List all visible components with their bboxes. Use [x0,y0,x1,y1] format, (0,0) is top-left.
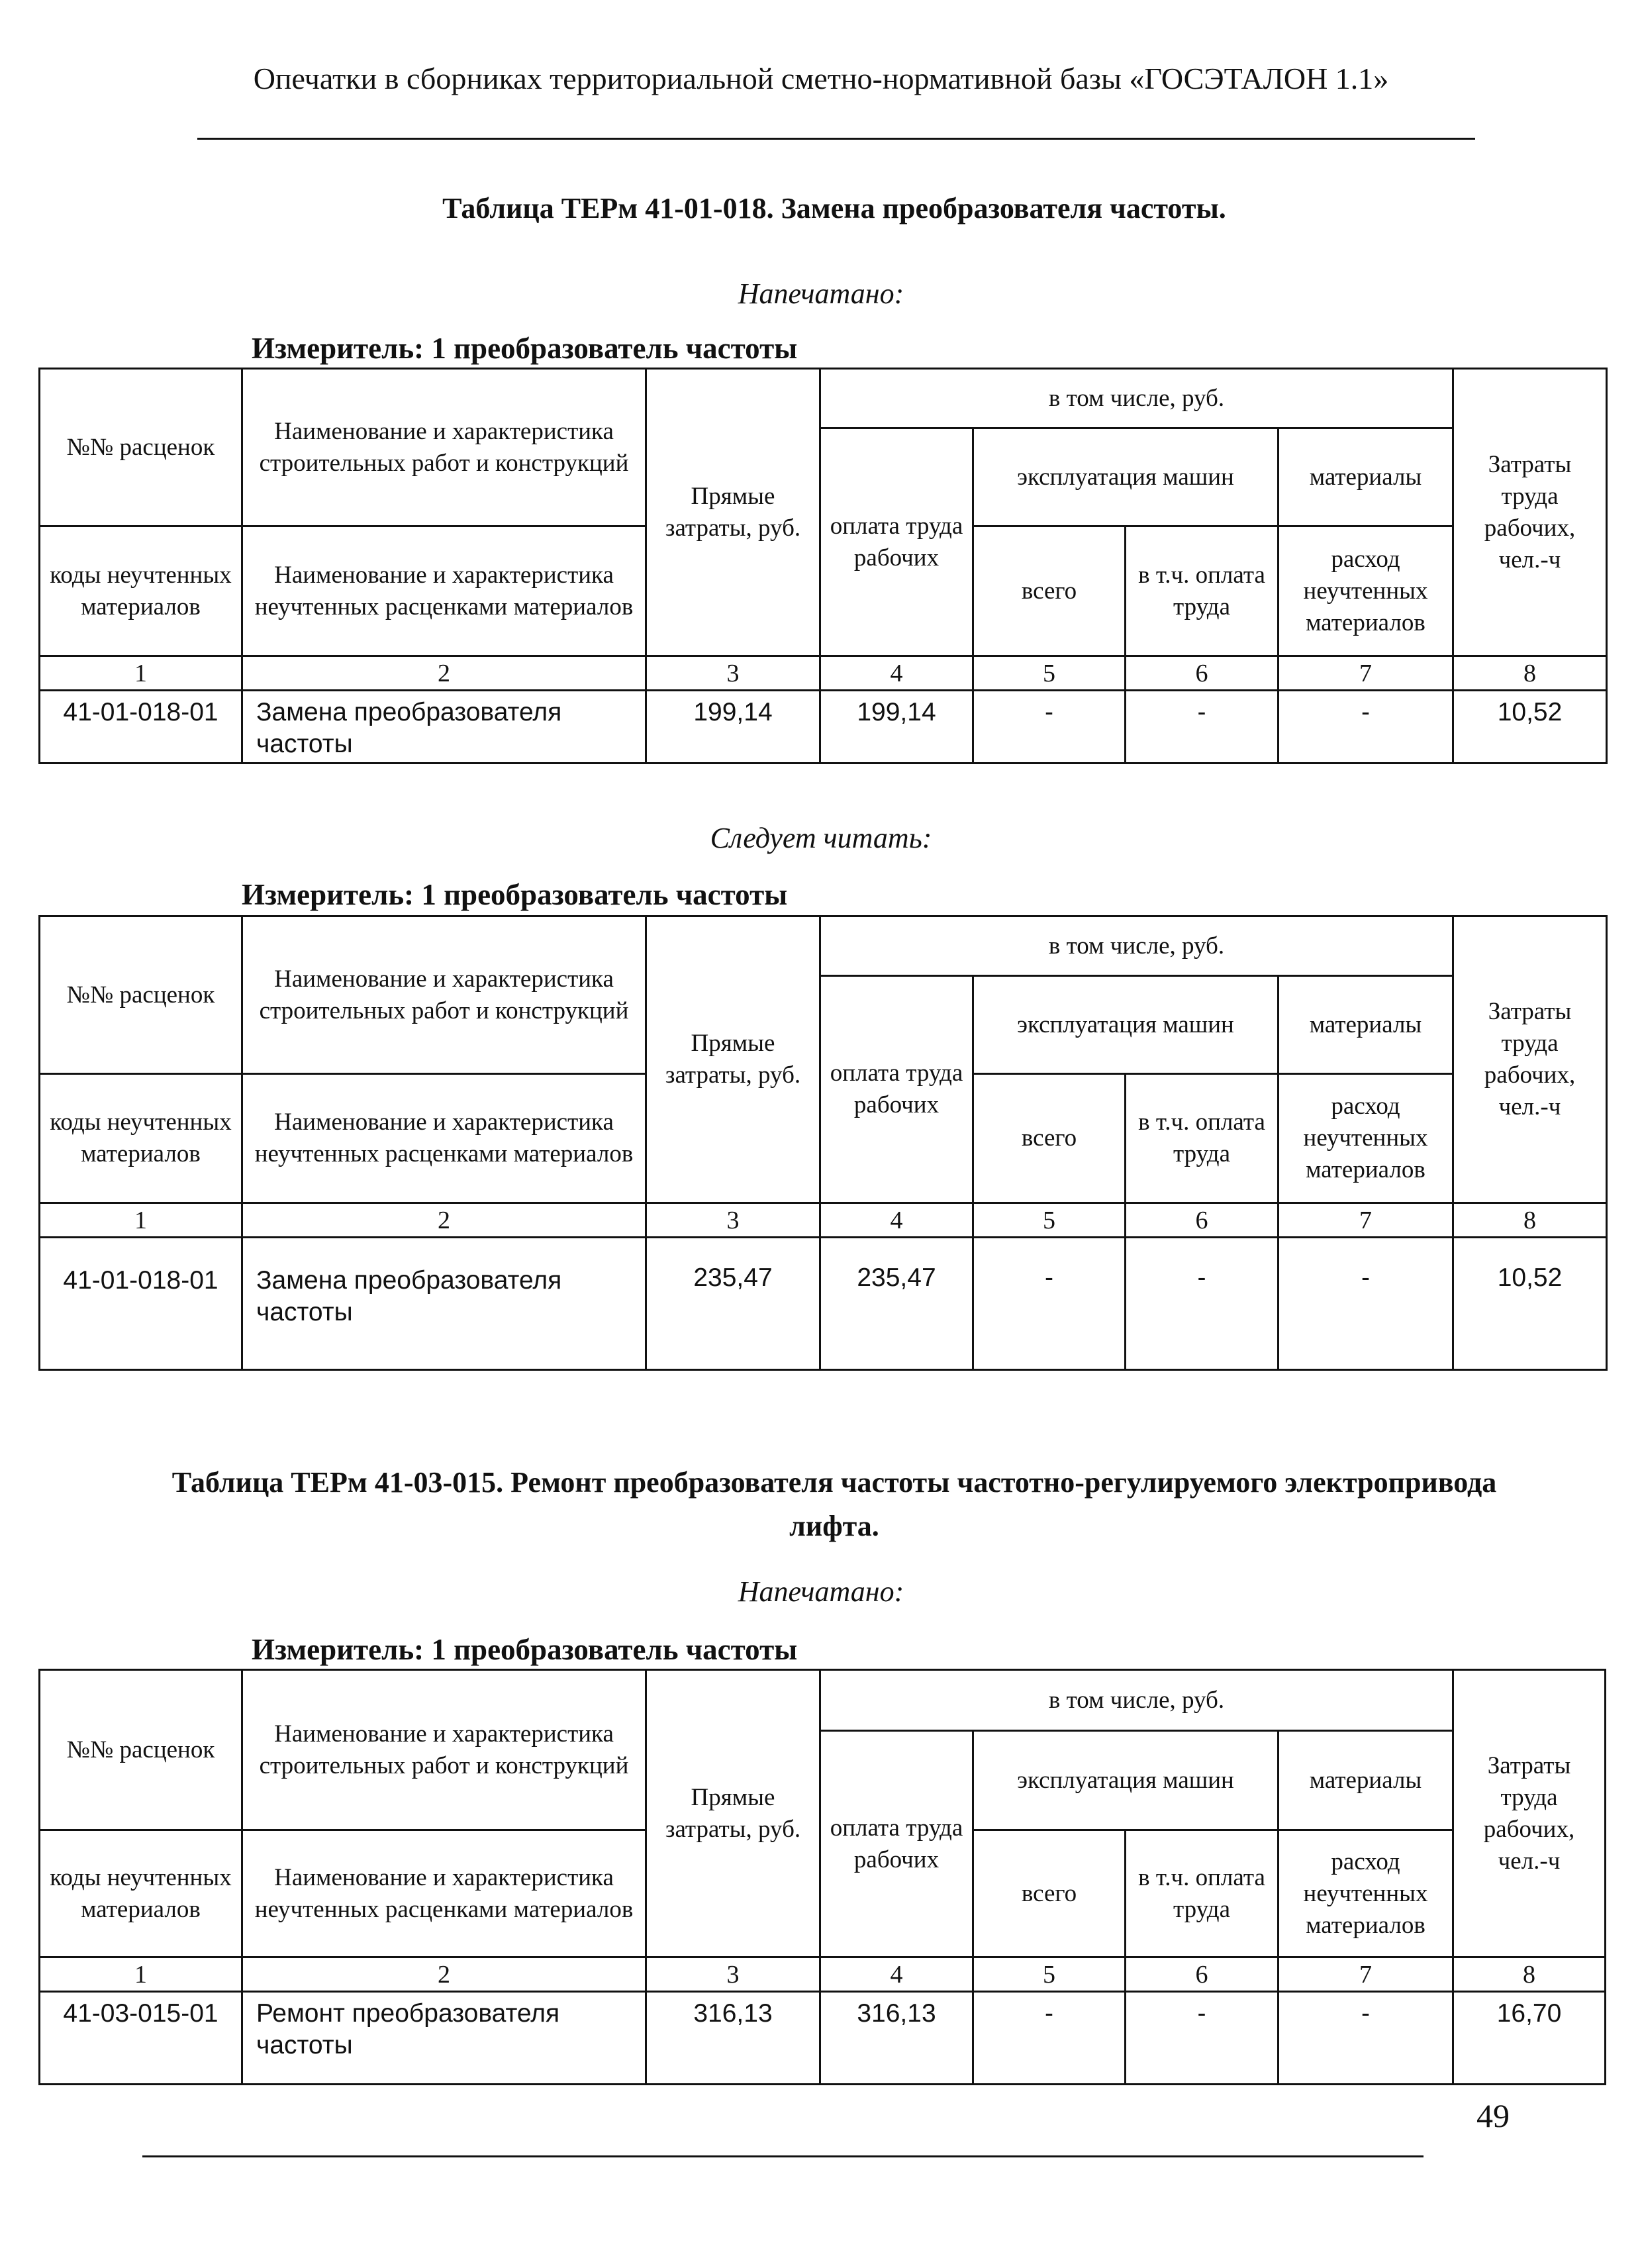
col-number: 8 [1453,1203,1607,1238]
col-header-direct-costs: Прямые затраты, руб. [646,369,820,656]
col-number: 4 [820,1957,973,1992]
unit-label: Измеритель: 1 преобразователь частоты [252,332,798,365]
table-row [40,691,1607,764]
machines-pay-value: - [1126,1238,1279,1370]
col-number: 2 [242,1957,646,1992]
col-number: 7 [1279,656,1453,691]
col-header-materials: материалы [1279,1731,1453,1830]
page-header-title: Опечатки в сборниках территориальной сметно-нормативной базы «ГОСЭТАЛОН 1.1» [253,62,1389,95]
rate-name: Ремонт преобразователя частоты [242,1992,646,2085]
col-header-consumption: расход неучтенных материалов [1279,1830,1453,1957]
labor-pay-value: 199,14 [820,691,973,764]
col-number: 6 [1126,1203,1279,1238]
col-number: 3 [646,656,820,691]
col-number: 5 [973,1203,1126,1238]
materials-value: - [1279,1992,1453,2085]
materials-value: - [1279,1238,1453,1370]
col-header-direct-costs: Прямые затраты, руб. [646,916,820,1203]
col-number: 5 [973,1957,1126,1992]
corrected-label: Следует читать: [710,822,932,854]
col-header-machines: эксплуатация машин [973,428,1279,526]
table-row [40,1992,1606,2085]
col-header-incl-pay: в т.ч. оплата труда [1126,1074,1279,1203]
col-header-rate-no: №№ расценок [40,916,242,1074]
col-header-including: в том числе, руб. [820,916,1453,976]
col-header-including: в том числе, руб. [820,369,1453,428]
col-number: 7 [1279,1957,1453,1992]
labor-costs-value: 10,52 [1453,691,1607,764]
col-number: 3 [646,1957,820,1992]
rate-code: 41-03-015-01 [40,1992,242,2085]
labor-costs-value: 16,70 [1453,1992,1606,2085]
col-number: 6 [1126,1957,1279,1992]
col-header-labor-pay: оплата труда рабочих [820,976,973,1203]
col-header-name-works: Наименование и характеристика строительных работ и конструкций [242,369,646,526]
unit-label: Измеритель: 1 преобразователь частоты [252,1633,798,1666]
col-header-materials: материалы [1279,976,1453,1074]
printed-label: Напечатано: [738,1575,904,1608]
col-number: 2 [242,656,646,691]
direct-costs-value: 199,14 [646,691,820,764]
col-number: 1 [40,656,242,691]
col-header-name-materials: Наименование и характеристика неучтенных расценками материалов [242,526,646,656]
machines-total-value: - [973,1992,1126,2085]
col-number: 8 [1453,656,1607,691]
unit-label: Измеритель: 1 преобразователь частоты [242,878,788,911]
rate-code: 41-01-018-01 [40,691,242,764]
rates-table-printed-2 [38,1669,1606,2085]
col-number: 5 [973,656,1126,691]
col-header-labor-costs: Затраты труда рабочих, чел.-ч [1453,1670,1606,1957]
col-header-total: всего [973,526,1126,656]
machines-pay-value: - [1126,691,1279,764]
col-header-materials: материалы [1279,428,1453,526]
col-number: 7 [1279,1203,1453,1238]
machines-total-value: - [973,1238,1126,1370]
col-header-total: всего [973,1830,1126,1957]
header-divider [197,138,1475,140]
col-header-name-materials: Наименование и характеристика неучтенных расценками материалов [242,1074,646,1203]
table-row [40,1238,1607,1370]
rates-table-printed-1 [38,368,1608,764]
col-header-consumption: расход неучтенных материалов [1279,1074,1453,1203]
col-number: 1 [40,1957,242,1992]
col-header-incl-pay: в т.ч. оплата труда [1126,1830,1279,1957]
col-number: 3 [646,1203,820,1238]
direct-costs-value: 235,47 [646,1238,820,1370]
section1-title: Таблица ТЕРм 41-01-018. Замена преобразователя частоты. [442,192,1226,224]
col-header-consumption: расход неучтенных материалов [1279,526,1453,656]
direct-costs-value: 316,13 [646,1992,820,2085]
rate-name: Замена преобразователя частоты [242,691,646,764]
col-header-codes: коды неучтенных материалов [40,1830,242,1957]
col-header-including: в том числе, руб. [820,1670,1453,1731]
col-header-machines: эксплуатация машин [973,976,1279,1074]
col-header-total: всего [973,1074,1126,1203]
col-header-rate-no: №№ расценок [40,1670,242,1830]
col-header-rate-no: №№ расценок [40,369,242,526]
col-number: 8 [1453,1957,1606,1992]
col-header-name-works: Наименование и характеристика строительных работ и конструкций [242,916,646,1074]
labor-pay-value: 316,13 [820,1992,973,2085]
page-number: 49 [1476,2097,1510,2134]
col-header-labor-costs: Затраты труда рабочих, чел.-ч [1453,369,1607,656]
col-header-labor-pay: оплата труда рабочих [820,428,973,656]
materials-value: - [1279,691,1453,764]
col-header-labor-costs: Затраты труда рабочих, чел.-ч [1453,916,1607,1203]
col-number: 4 [820,656,973,691]
col-header-incl-pay: в т.ч. оплата труда [1126,526,1279,656]
col-header-direct-costs: Прямые затраты, руб. [646,1670,820,1957]
col-header-name-materials: Наименование и характеристика неучтенных расценками материалов [242,1830,646,1957]
machines-pay-value: - [1126,1992,1279,2085]
col-number: 6 [1126,656,1279,691]
footer-divider [142,2155,1424,2157]
rate-name: Замена преобразователя частоты [242,1238,646,1370]
col-header-codes: коды неучтенных материалов [40,1074,242,1203]
labor-pay-value: 235,47 [820,1238,973,1370]
col-header-codes: коды неучтенных материалов [40,526,242,656]
machines-total-value: - [973,691,1126,764]
col-header-machines: эксплуатация машин [973,1731,1279,1830]
rate-code: 41-01-018-01 [40,1238,242,1370]
col-header-name-works: Наименование и характеристика строительных работ и конструкций [242,1670,646,1830]
section2-title: Таблица ТЕРм 41-03-015. Ремонт преобразователя частоты частотно-регулируемого электропривода лифта. [171,1466,1497,1542]
col-number: 4 [820,1203,973,1238]
col-header-labor-pay: оплата труда рабочих [820,1731,973,1957]
col-number: 2 [242,1203,646,1238]
printed-label: Напечатано: [738,277,904,310]
rates-table-corrected-1 [38,915,1608,1371]
col-number: 1 [40,1203,242,1238]
labor-costs-value: 10,52 [1453,1238,1607,1370]
